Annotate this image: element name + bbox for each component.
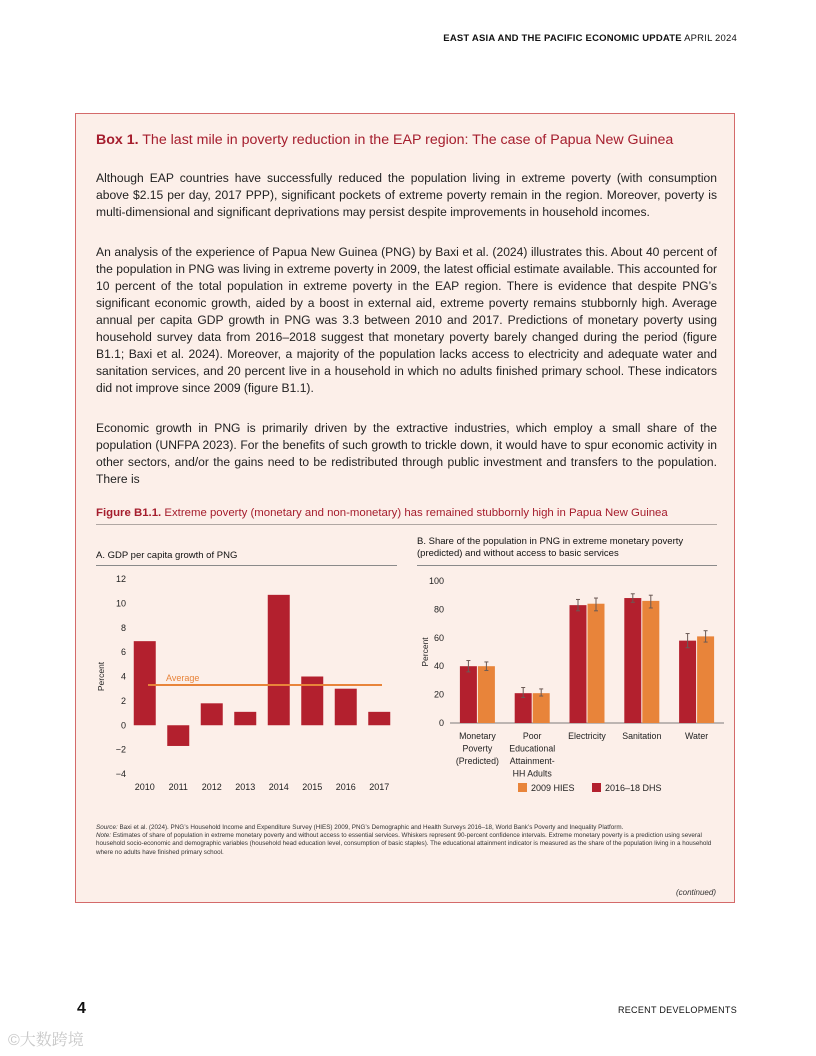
y-axis-label: Percent [420,637,430,667]
y-tick-label: 2 [120,695,126,706]
legend-label-hies: 2009 HIES [531,783,575,793]
y-tick-label: 6 [120,647,126,658]
continued-label: (continued) [675,888,716,897]
note-label: Note: [96,832,112,840]
x-tick-label: 2016 [335,782,356,792]
y-tick-label: 100 [428,576,444,586]
box-title [96,132,673,148]
y-tick-label: 10 [115,598,126,609]
y-tick-label: 0 [120,720,126,731]
note-line [96,832,721,857]
bar-2013 [234,712,256,725]
bar-2016-18-dhs-2 [570,605,587,723]
x-tick-label: 2017 [369,782,390,792]
x-tick-label: Water [685,731,709,741]
figure-title [96,507,668,519]
header-title: EAST ASIA AND THE PACIFIC ECONOMIC UPDATE [443,33,682,44]
bar-2016-18-dhs-4 [679,641,696,723]
paragraph-3: Economic growth in PNG is primarily driven by the extractive industries, which employ a small share of the population (UNFPA 2023). For the benefits of such growth to trickle down, it would have to spur economic activity in other sectors, and/or the gains need to be redistributed through public investment and transfers to the population. There is [96,421,717,486]
watermark: ©大数跨境 [8,1032,84,1049]
x-tick-label: 2010 [134,782,155,792]
legend-label-dhs: 2016–18 DHS [605,783,662,793]
y-tick-label: 40 [433,661,444,672]
bar-2016 [335,689,357,726]
y-tick-label: −4 [115,769,126,779]
panel-b-rule [417,565,717,566]
x-tick-label: Monetary [459,731,496,741]
y-tick-label: 12 [115,574,126,584]
x-tick-label: (Predicted) [455,756,499,766]
page-number: 4 [77,1000,86,1017]
legend-swatch-dhs [592,783,601,792]
x-tick-label: 2013 [235,782,256,792]
chart-poverty-services [406,569,736,809]
x-tick-label: HH Adults [512,768,552,779]
box-title-text: The last mile in poverty reduction in the EAP region: The case of Papua New Guinea [142,132,674,148]
bar-2016-18-dhs-3 [624,598,641,723]
source-label: Source: [96,824,118,831]
bar-2009-hies-1 [533,693,550,723]
y-tick-label: 4 [120,671,126,682]
x-tick-label: Attainment- [509,756,555,766]
x-tick-label: 2014 [268,782,289,792]
bar-2015 [301,677,323,726]
footer-section: RECENT DEVELOPMENTS [617,1005,737,1015]
x-tick-label: 2012 [201,782,222,792]
legend-swatch-hies [518,783,527,792]
source-line [96,824,721,832]
bar-2009-hies-4 [697,636,714,723]
y-tick-label: 80 [433,604,444,615]
x-tick-label: Poverty [462,743,493,754]
y-tick-label: 8 [120,622,126,633]
header-date: APRIL 2024 [684,33,737,44]
running-header [443,33,737,44]
chart-gdp-growth [76,569,406,809]
x-tick-label: Educational [509,743,556,754]
note-text: Estimates of share of population in extreme monetary poverty and without access to essential services. Whiskers represent 90-percent confidence intervals. Extreme monetary poverty is a prediction using several household socio-economic and demographic variables (household head education level, consumption of basic staples). The educational attainment indicator is measured as the share of the population living in a household where no adults have finished primary school. [96,832,712,856]
bar-2014 [268,595,290,725]
y-tick-label: 20 [433,689,444,700]
source-text: Baxi et al. (2024). PNG’s Household Income and Expenditure Survey (HIES) 2009, PNG’s Demographic and Health Surveys 2016–18, World Bank’s Poverty and Inequality Platform. [119,824,624,831]
figure-rule [96,524,717,525]
y-tick-label: −2 [115,744,126,755]
bar-2016-18-dhs-0 [460,666,477,723]
bar-2009-hies-3 [642,601,659,723]
y-tick-label: 0 [438,718,444,728]
x-tick-label: 2011 [168,782,188,792]
box-label: Box 1. [96,132,139,148]
x-tick-label: 2015 [302,782,323,792]
panel-b-title: B. Share of the population in PNG in extreme monetary poverty (predicted) and without access to basic services [417,536,684,559]
bar-2011 [167,725,189,746]
paragraph-1: Although EAP countries have successfully reduced the population living in extreme poverty (with consumption above $2.15 per day, 2017 PPP), significant pockets of extreme poverty remain in the region. Moreover, poverty is multi-dimensional and significant deprivations may persist despite improvements in household incomes. [96,171,717,219]
panel-a-title: A. GDP per capita growth of PNG [96,550,238,561]
paragraph-2: An analysis of the experience of Papua New Guinea (PNG) by Baxi et al. (2024) illustrates this. About 40 percent of the population in PNG was living in extreme poverty in 2009, the latest official estimate available. This accounted for 10 percent of the total population in extreme poverty in the EAP region. There is evidence that despite PNG’s significant economic growth, aided by a boost in external aid, extreme poverty remains stubbornly high. Average annual per capita GDP growth in PNG was 3.3 between 2010 and 2017. Predictions of monetary poverty using household survey data from 2016–2018 suggest that monetary poverty barely changed during the period (figure B1.1; Baxi et al. 2024). Moreover, a majority of the population lacks access to electricity and adequate water and sanitation services, and 20 percent live in a household in which no adults finished primary school. These indicators did not improve since 2009 (figure B1.1). [96,245,717,395]
x-tick-label: Sanitation [622,731,662,741]
x-tick-label: Poor [522,731,542,741]
box-1 [75,113,735,903]
average-label: Average [166,673,200,684]
y-axis-label: Percent [96,661,106,692]
figure-title-text: Extreme poverty (monetary and non-monetary) has remained stubbornly high in Papua New Guinea [164,507,668,519]
panel-a-rule [96,565,397,566]
y-tick-label: 60 [433,632,444,643]
bar-2012 [201,703,223,725]
source-notes [96,824,721,857]
figure-label: Figure B1.1. [96,507,162,519]
bar-2009-hies-0 [478,666,495,723]
bar-2009-hies-2 [588,604,605,723]
bar-2010 [134,641,156,725]
x-tick-label: Electricity [568,731,606,741]
bar-2017 [368,712,390,725]
